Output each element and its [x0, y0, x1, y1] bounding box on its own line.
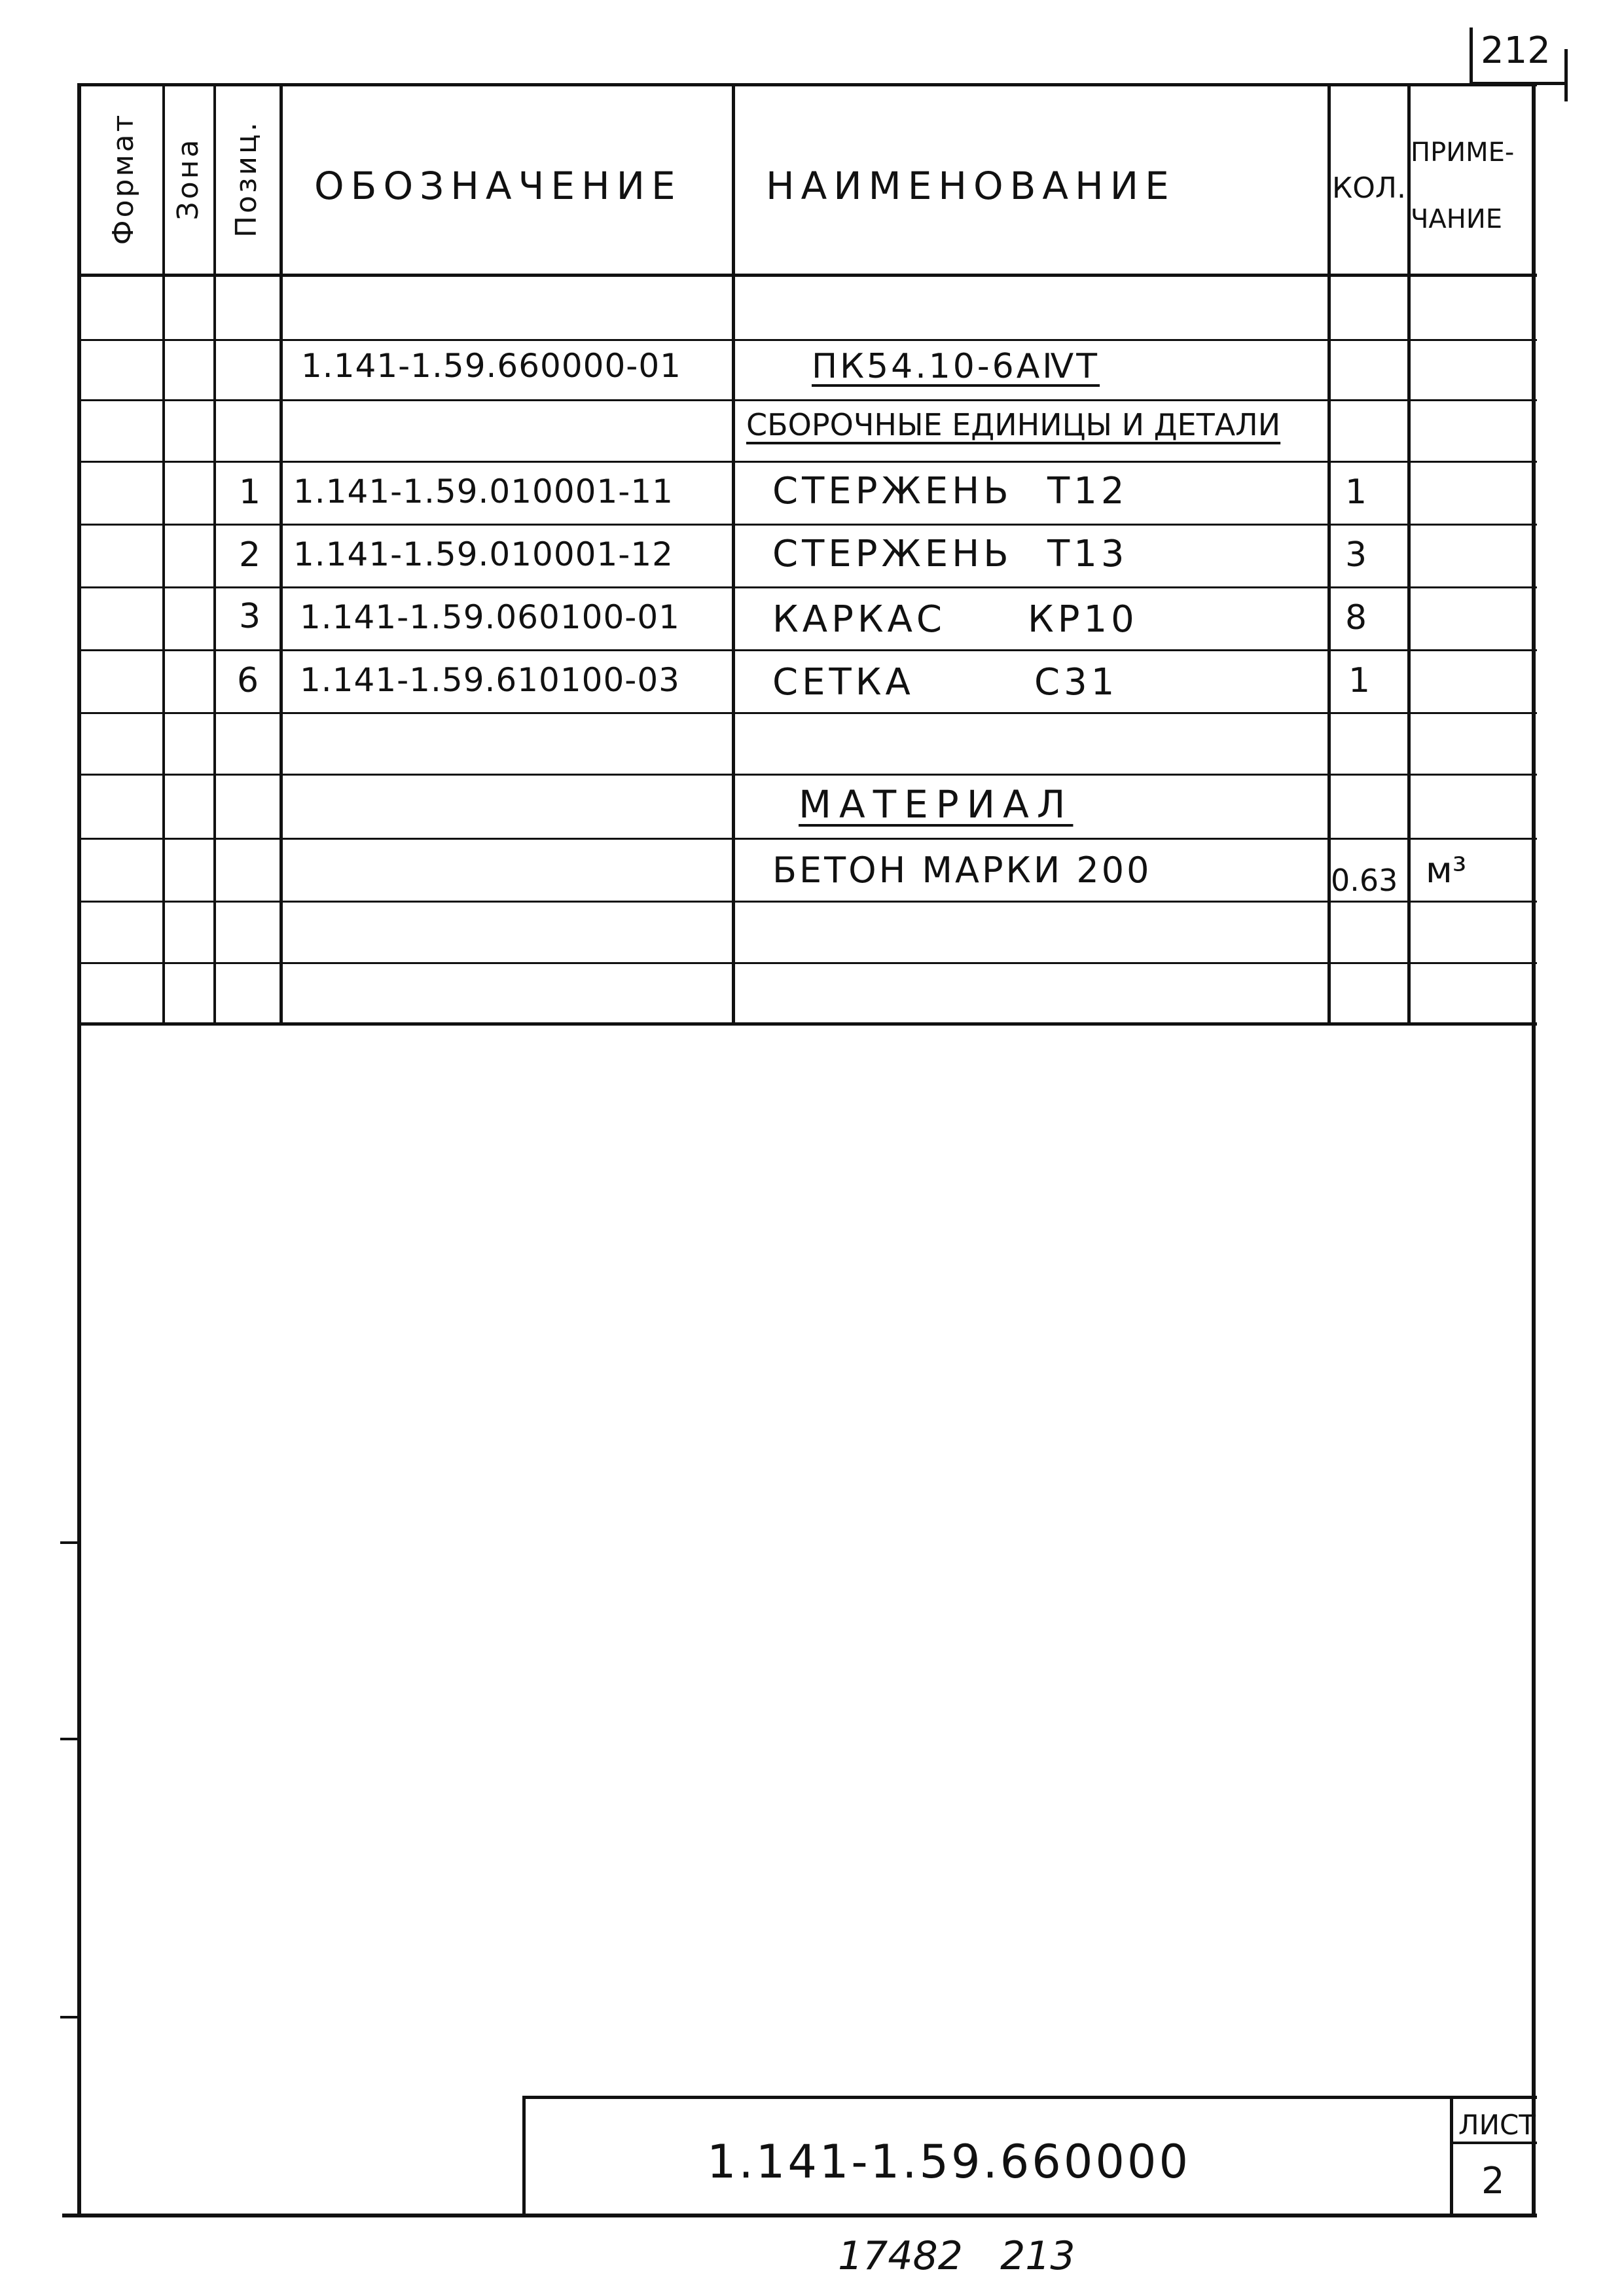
row-4-name-code: С31 [1034, 661, 1119, 704]
row-line-3 [77, 461, 1537, 463]
frame-right [1532, 83, 1536, 2217]
header-bottom-line [77, 274, 1537, 277]
row-2-qty: 3 [1345, 535, 1367, 575]
table-bottom-line [77, 1022, 1537, 1026]
row-1-designation: 1.141-1.59.010001-11 [293, 473, 674, 511]
row-line-4 [77, 524, 1537, 526]
row-3-qty: 8 [1345, 598, 1367, 637]
row-1-pos: 1 [239, 473, 261, 512]
frame-top [77, 83, 1537, 86]
row-line-6 [77, 649, 1537, 651]
row-3-name-code: КР10 [1028, 598, 1138, 641]
header-name: НАИМЕНОВАНИЕ [766, 164, 1176, 208]
row-material-name: БЕТОН МАРКИ 200 [772, 850, 1152, 891]
sheet-label: ЛИСТ [1458, 2109, 1536, 2141]
row-line-10 [77, 901, 1537, 903]
row-4-qty: 1 [1348, 661, 1371, 700]
row-product-name: ПК54.10-6АⅣТ [812, 347, 1100, 386]
row-line-11 [77, 962, 1537, 964]
page-num-box-right [1564, 49, 1568, 101]
col-line-1 [162, 83, 165, 1026]
row-line-7 [77, 712, 1537, 714]
title-block-top [522, 2096, 1537, 2099]
row-line-1 [77, 339, 1537, 341]
title-block-left [522, 2096, 526, 2217]
row-4-name: СЕТКА [772, 661, 914, 704]
row-material-unit: м³ [1426, 850, 1467, 891]
title-block-divider [1450, 2096, 1453, 2217]
row-4-pos: 6 [237, 661, 259, 700]
title-doc-number: 1.141-1.59.660000 [707, 2135, 1191, 2189]
margin-tick-1 [60, 1541, 80, 1544]
row-3-name: КАРКАС [772, 598, 947, 641]
row-material-qty: 0.63 [1331, 863, 1398, 898]
row-2-pos: 2 [239, 535, 261, 575]
row-3-designation: 1.141-1.59.060100-01 [300, 598, 680, 636]
header-designation: ОБОЗНАЧЕНИЕ [314, 164, 682, 208]
margin-tick-3 [60, 2016, 80, 2018]
header-zone: Зона [171, 137, 205, 221]
sheet-label-line [1450, 2142, 1537, 2144]
header-format: Формат [107, 112, 140, 245]
section-assembly-units: СБОРОЧНЫЕ ЕДИНИЦЫ И ДЕТАЛИ [746, 407, 1281, 442]
frame-left [77, 83, 81, 2217]
row-line-2 [77, 399, 1537, 401]
row-1-name: СТЕРЖЕНЬ [772, 470, 1013, 512]
header-note-2: ЧАНИЕ [1411, 204, 1503, 234]
row-2-name-code: Т13 [1047, 533, 1128, 575]
section-material: МАТЕРИАЛ [799, 782, 1074, 827]
col-line-4 [732, 83, 735, 1026]
footer-handwritten-numbers: 17482 213 [838, 2233, 1075, 2279]
col-line-2 [213, 83, 216, 1026]
page-number-top: 212 [1481, 29, 1551, 72]
page-num-box-left [1470, 27, 1473, 85]
row-1-qty: 1 [1345, 473, 1367, 512]
row-line-5 [77, 586, 1537, 588]
header-note-1: ПРИМЕ- [1411, 137, 1515, 168]
row-2-name: СТЕРЖЕНЬ [772, 533, 1013, 575]
margin-tick-2 [60, 1738, 80, 1740]
row-3-pos: 3 [239, 597, 261, 636]
header-qty: КОЛ. [1332, 171, 1406, 205]
header-position: Позиц. [230, 120, 263, 238]
row-line-9 [77, 838, 1537, 840]
row-2-designation: 1.141-1.59.010001-12 [293, 535, 674, 573]
row-line-8 [77, 774, 1537, 776]
frame-bottom [62, 2214, 1537, 2217]
col-line-3 [280, 83, 283, 1026]
row-4-designation: 1.141-1.59.610100-03 [300, 661, 680, 699]
sheet-value: 2 [1481, 2160, 1505, 2202]
row-product-designation: 1.141-1.59.660000-01 [301, 347, 681, 385]
row-1-name-code: Т12 [1047, 470, 1128, 512]
